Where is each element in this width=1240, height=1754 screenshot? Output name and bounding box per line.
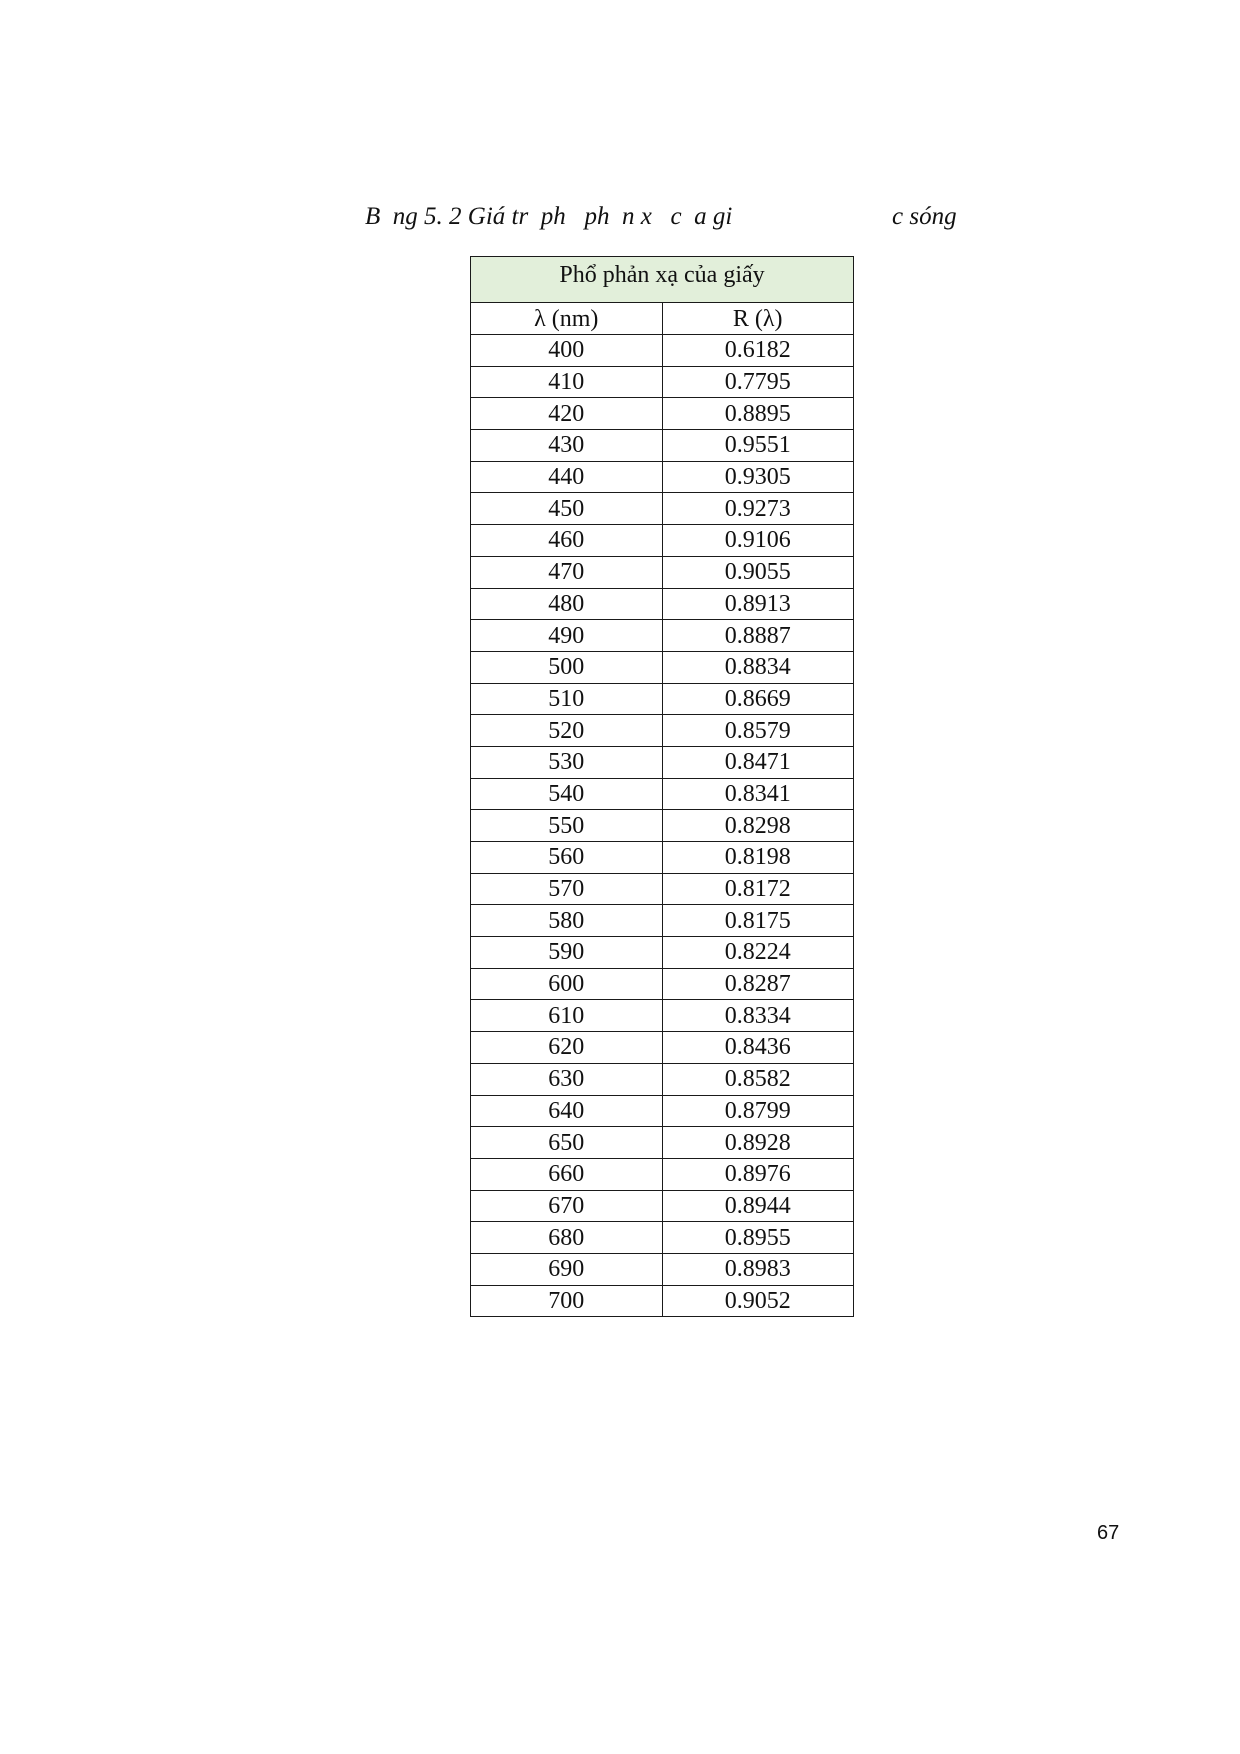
reflectance-cell: 0.9052 bbox=[662, 1285, 854, 1317]
table-row bbox=[471, 1285, 854, 1317]
reflectance-cell: 0.8834 bbox=[662, 651, 854, 683]
table-row bbox=[471, 1158, 854, 1190]
table-row bbox=[471, 1127, 854, 1159]
reflectance-cell: 0.8955 bbox=[662, 1222, 854, 1254]
wavelength-cell: 690 bbox=[471, 1253, 663, 1285]
table-row bbox=[471, 1095, 854, 1127]
table-body bbox=[471, 335, 854, 1317]
reflectance-cell: 0.8224 bbox=[662, 937, 854, 969]
wavelength-cell: 580 bbox=[471, 905, 663, 937]
reflectance-cell: 0.9273 bbox=[662, 493, 854, 525]
reflectance-cell: 0.9106 bbox=[662, 525, 854, 557]
table-row bbox=[471, 683, 854, 715]
column-header-reflectance: R (λ) bbox=[662, 303, 854, 335]
reflectance-cell: 0.8579 bbox=[662, 715, 854, 747]
table-row bbox=[471, 810, 854, 842]
table-row bbox=[471, 1000, 854, 1032]
table-caption-left: B ng 5. 2 Giá tr ph ph n x c a gi bbox=[365, 203, 733, 230]
reflectance-cell: 0.8887 bbox=[662, 620, 854, 652]
wavelength-cell: 540 bbox=[471, 778, 663, 810]
wavelength-cell: 500 bbox=[471, 651, 663, 683]
wavelength-cell: 590 bbox=[471, 937, 663, 969]
wavelength-cell: 460 bbox=[471, 525, 663, 557]
table-row bbox=[471, 493, 854, 525]
table-row bbox=[471, 398, 854, 430]
wavelength-cell: 640 bbox=[471, 1095, 663, 1127]
wavelength-cell: 680 bbox=[471, 1222, 663, 1254]
wavelength-cell: 420 bbox=[471, 398, 663, 430]
reflectance-cell: 0.8928 bbox=[662, 1127, 854, 1159]
table-row bbox=[471, 968, 854, 1000]
table-row bbox=[471, 778, 854, 810]
reflectance-cell: 0.8582 bbox=[662, 1063, 854, 1095]
reflectance-cell: 0.8895 bbox=[662, 398, 854, 430]
reflectance-cell: 0.8471 bbox=[662, 746, 854, 778]
wavelength-cell: 620 bbox=[471, 1032, 663, 1064]
table-row bbox=[471, 651, 854, 683]
table-row bbox=[471, 1032, 854, 1064]
reflectance-cell: 0.9305 bbox=[662, 461, 854, 493]
wavelength-cell: 410 bbox=[471, 366, 663, 398]
table-row bbox=[471, 1253, 854, 1285]
reflectance-cell: 0.8172 bbox=[662, 873, 854, 905]
table-title: Phổ phản xạ của giấy bbox=[471, 257, 854, 303]
reflectance-table bbox=[470, 256, 854, 1317]
wavelength-cell: 400 bbox=[471, 335, 663, 367]
table-row bbox=[471, 1222, 854, 1254]
wavelength-cell: 550 bbox=[471, 810, 663, 842]
wavelength-cell: 490 bbox=[471, 620, 663, 652]
reflectance-cell: 0.8287 bbox=[662, 968, 854, 1000]
reflectance-cell: 0.8334 bbox=[662, 1000, 854, 1032]
reflectance-cell: 0.8913 bbox=[662, 588, 854, 620]
table-row bbox=[471, 620, 854, 652]
table-row bbox=[471, 746, 854, 778]
wavelength-cell: 510 bbox=[471, 683, 663, 715]
table-row bbox=[471, 937, 854, 969]
reflectance-cell: 0.8341 bbox=[662, 778, 854, 810]
table-row bbox=[471, 1063, 854, 1095]
table-row bbox=[471, 430, 854, 462]
reflectance-cell: 0.8799 bbox=[662, 1095, 854, 1127]
reflectance-cell: 0.8198 bbox=[662, 842, 854, 874]
reflectance-cell: 0.8436 bbox=[662, 1032, 854, 1064]
wavelength-cell: 630 bbox=[471, 1063, 663, 1095]
wavelength-cell: 430 bbox=[471, 430, 663, 462]
table-row bbox=[471, 588, 854, 620]
reflectance-cell: 0.8976 bbox=[662, 1158, 854, 1190]
wavelength-cell: 560 bbox=[471, 842, 663, 874]
table-row bbox=[471, 905, 854, 937]
table-row bbox=[471, 461, 854, 493]
wavelength-cell: 470 bbox=[471, 556, 663, 588]
wavelength-cell: 450 bbox=[471, 493, 663, 525]
reflectance-cell: 0.8669 bbox=[662, 683, 854, 715]
reflectance-cell: 0.9551 bbox=[662, 430, 854, 462]
reflectance-cell: 0.8983 bbox=[662, 1253, 854, 1285]
column-header-wavelength: λ (nm) bbox=[471, 303, 663, 335]
wavelength-cell: 650 bbox=[471, 1127, 663, 1159]
wavelength-cell: 600 bbox=[471, 968, 663, 1000]
table-row bbox=[471, 525, 854, 557]
wavelength-cell: 700 bbox=[471, 1285, 663, 1317]
reflectance-cell: 0.8175 bbox=[662, 905, 854, 937]
reflectance-cell: 0.8944 bbox=[662, 1190, 854, 1222]
table-row bbox=[471, 873, 854, 905]
table-caption-right: c sóng bbox=[892, 203, 957, 230]
reflectance-cell: 0.6182 bbox=[662, 335, 854, 367]
wavelength-cell: 520 bbox=[471, 715, 663, 747]
reflectance-cell: 0.7795 bbox=[662, 366, 854, 398]
table-row bbox=[471, 715, 854, 747]
wavelength-cell: 660 bbox=[471, 1158, 663, 1190]
table-row bbox=[471, 366, 854, 398]
table-row bbox=[471, 335, 854, 367]
table-row bbox=[471, 842, 854, 874]
page-number: 67 bbox=[1097, 1522, 1120, 1544]
wavelength-cell: 670 bbox=[471, 1190, 663, 1222]
table-header-row bbox=[471, 303, 854, 335]
table-row bbox=[471, 556, 854, 588]
reflectance-cell: 0.8298 bbox=[662, 810, 854, 842]
reflectance-cell: 0.9055 bbox=[662, 556, 854, 588]
table-row bbox=[471, 1190, 854, 1222]
wavelength-cell: 610 bbox=[471, 1000, 663, 1032]
wavelength-cell: 480 bbox=[471, 588, 663, 620]
table-title-row bbox=[471, 257, 854, 303]
wavelength-cell: 530 bbox=[471, 746, 663, 778]
wavelength-cell: 570 bbox=[471, 873, 663, 905]
wavelength-cell: 440 bbox=[471, 461, 663, 493]
